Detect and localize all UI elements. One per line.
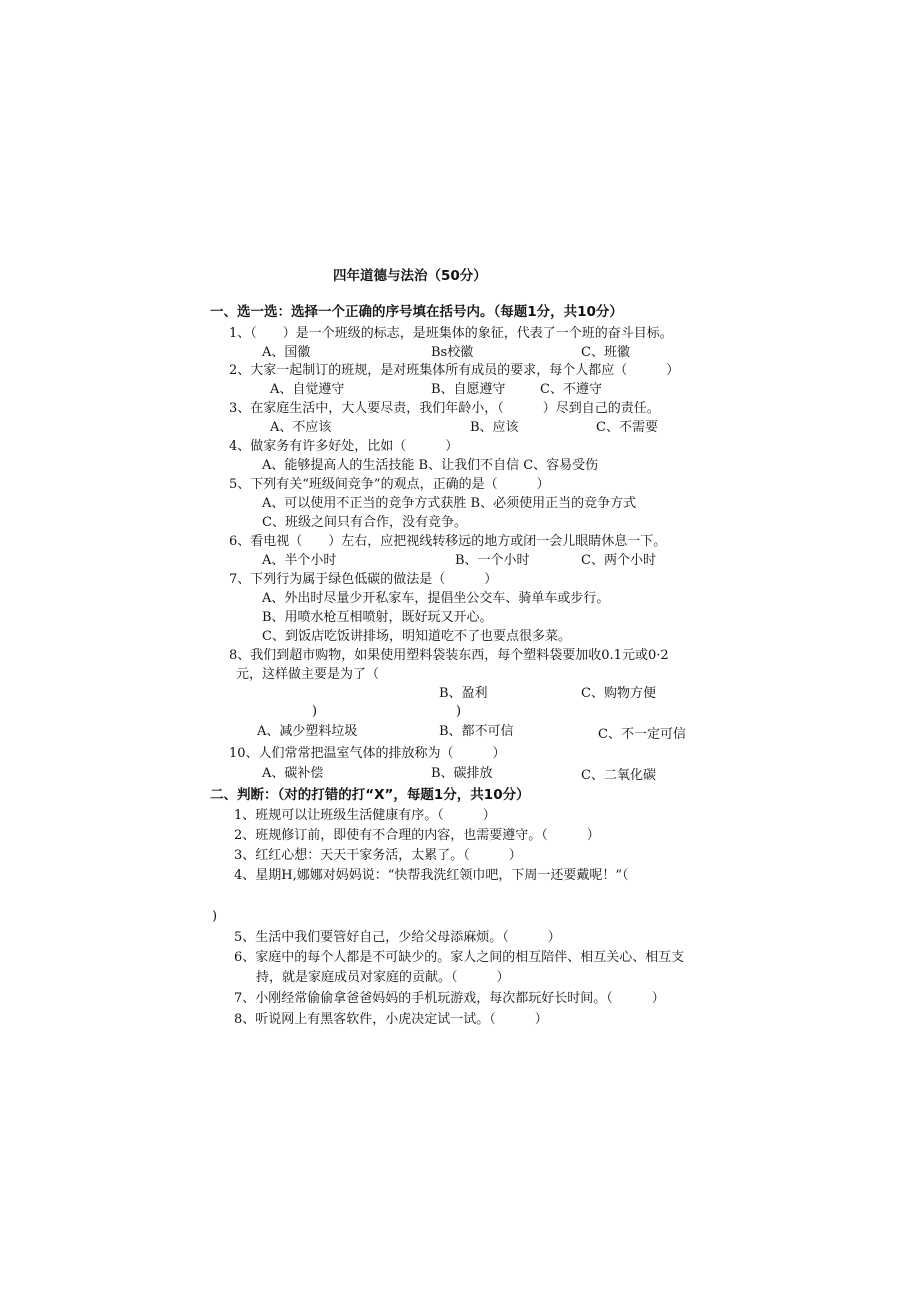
q10-option-c: C、二氧化碳 (581, 768, 656, 783)
q1-option-c: C、班徽 (581, 345, 630, 360)
q8-stem-continued: 元，这样做主要是为了（ (236, 667, 380, 682)
q6-option-a: A、半个小时 (262, 553, 337, 568)
q6-option-b: B、一个小时 (455, 553, 530, 568)
section1-heading: 一、选一选：选择一个正确的序号填在括号内。（每题1分，共10分） (210, 304, 623, 320)
q6-option-c: C、两个小时 (581, 553, 656, 568)
q8-option-b: B、盈利 (439, 686, 488, 701)
q7-option-b: B、用喷水枪互相喷射，既好玩又开心。 (262, 610, 493, 625)
q9-option-a: A、减少塑料垃圾 (257, 724, 358, 739)
q8-stem: 8、我们到超市购物，如果使用塑料袋装东西，每个塑料袋要加收0.1元或0·2 (229, 648, 669, 663)
q3-option-a: A、不应该 (270, 420, 332, 435)
q2-option-a: A、自觉遵守 (270, 382, 345, 397)
q2-option-b: B、自愿遵守 (431, 382, 506, 397)
q2-option-c: C、不遵守 (540, 382, 602, 397)
q1-stem: 1、（ ）是一个班级的标志，是班集体的象征，代表了一个班的奋斗目标。 (229, 326, 673, 341)
q10-option-a: A、碳补偿 (262, 766, 324, 781)
q9-option-b: B、都不可信 (439, 724, 514, 739)
q10-stem: 10、人们常常把温室气体的排放称为（ ） (229, 746, 506, 761)
q5-stem: 5、下列有关“班级间竞争”的观点，正确的是（ ） (229, 477, 550, 492)
q8-option-c: C、购物方便 (581, 686, 656, 701)
q4-stem: 4、做家务有许多好处，比如（ ） (229, 439, 459, 454)
q9-paren-close: ) (456, 704, 462, 719)
q2-stem: 2、大家一起制订的班规，是对班集体所有成员的要求，每个人都应（ ） (229, 363, 680, 378)
q10-option-b: B、碳排放 (431, 766, 493, 781)
q6-stem: 6、看电视（ ）左右，应把视线转移远的地方或闭一会儿眼睛休息一下。 (229, 534, 667, 549)
q5-options-line2: C、班级之间只有合作，没有竞争。 (262, 515, 467, 530)
judge-4-paren-close: ) (212, 909, 218, 924)
q5-options-line1: A、可以使用不正当的竞争方式获胜 B、必须使用正当的竞争方式 (262, 496, 637, 511)
q7-stem: 7、下列行为属于绿色低碳的做法是（ ） (229, 572, 498, 587)
q3-stem: 3、在家庭生活中，大人要尽责，我们年龄小，（ ）尽到自己的责任。 (229, 401, 660, 416)
q1-option-b: Bs校徽 (431, 345, 474, 360)
q1-option-a: A、国徽 (262, 345, 311, 360)
judge-1: 1、班规可以让班级生活健康有序。（ ） (234, 808, 496, 823)
q4-options: A、能够提高人的生活技能 B、让我们不自信 C、容易受伤 (262, 458, 599, 473)
judge-6-line2: 持，就是家庭成员对家庭的贡献。（ ） (256, 970, 510, 985)
q3-option-c: C、不需要 (596, 420, 658, 435)
judge-4: 4、星期H,娜娜对妈妈说：“快帮我洗红领巾吧，下周一还要戴呢！”（ (234, 868, 629, 883)
judge-7: 7、小刚经常偷偷拿爸爸妈妈的手机玩游戏，每次都玩好长时间。（ ） (234, 991, 665, 1006)
section2-heading: 二、判断：（对的打错的打“X”，每题1分，共10分） (210, 787, 530, 803)
judge-8: 8、听说网上有黑客软件，小虎决定试一试。（ ） (234, 1012, 548, 1027)
q3-option-b: B、应该 (470, 420, 519, 435)
judge-3: 3、红红心想：天天干家务活，太累了。（ ） (234, 848, 522, 863)
judge-5: 5、生活中我们要管好自己，少给父母添麻烦。（ ） (234, 930, 561, 945)
q7-option-c: C、到饭店吃饭讲排场，明知道吃不了也要点很多菜。 (262, 629, 571, 644)
judge-6-line1: 6、家庭中的每个人都是不可缺少的。家人之间的相互陪伴、相互关心、相互支 (234, 950, 685, 965)
q8-paren-close: ) (312, 704, 318, 719)
page-title: 四年道德与法治（50分） (333, 268, 487, 284)
q9-option-c: C、不一定可信 (598, 727, 686, 742)
q7-option-a: A、外出时尽量少开私家车，提倡坐公交车、骑单车或步行。 (262, 591, 610, 606)
judge-2: 2、班规修订前，即使有不合理的内容，也需要遵守。（ ） (234, 828, 600, 843)
